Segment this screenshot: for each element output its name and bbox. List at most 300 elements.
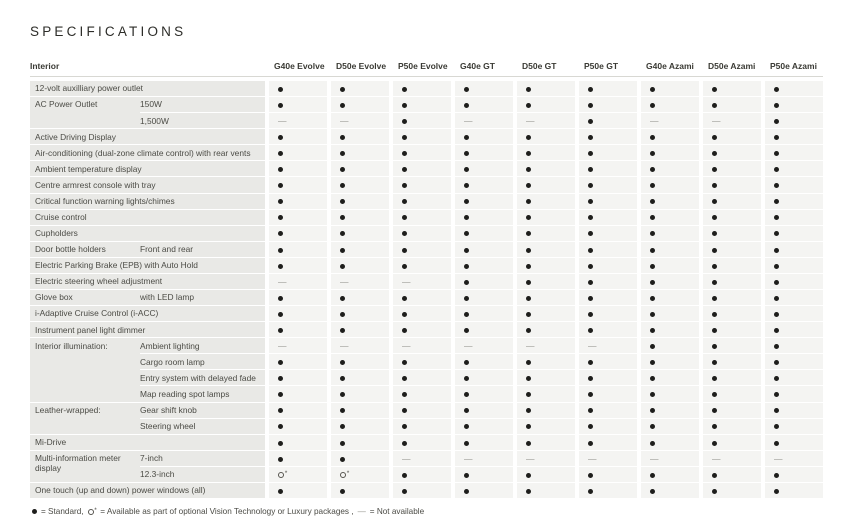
table-row [30,451,823,467]
standard-dot-icon [774,328,779,333]
spec-cell [389,403,451,419]
spec-cell [637,322,699,338]
column-header: D50e Azami [699,54,761,77]
specifications-table [30,54,823,499]
spec-cell [327,338,389,354]
spec-cell [637,258,699,274]
spec-cell [389,370,451,386]
table-row [30,242,823,258]
standard-dot-icon [650,424,655,429]
spec-cell [637,435,699,451]
standard-dot-icon [588,167,593,172]
standard-dot-icon [774,392,779,397]
spec-cell [699,451,761,467]
standard-dot-icon [712,441,717,446]
standard-dot-icon [402,151,407,156]
feature-label: 12-volt auxilliary power outlet [30,77,265,97]
spec-cell [513,145,575,161]
standard-dot-icon [774,215,779,220]
standard-dot-icon [464,376,469,381]
column-header: D50e Evolve [327,54,389,77]
standard-dot-icon [526,103,531,108]
standard-dot-icon [526,264,531,269]
standard-dot-icon [340,424,345,429]
spec-cell [389,274,451,290]
spec-cell [327,258,389,274]
feature-label: Glove box [30,290,140,306]
not-available-dash-icon: — [402,276,411,287]
spec-cell [575,210,637,226]
feature-label: i-Adaptive Cruise Control (i-ACC) [30,306,265,322]
table-row [30,274,823,290]
spec-cell [575,258,637,274]
spec-cell [327,403,389,419]
standard-dot-icon [278,87,283,92]
standard-dot-icon [402,231,407,236]
spec-cell [451,242,513,258]
standard-dot-icon [774,103,779,108]
spec-cell [513,97,575,113]
spec-cell [389,483,451,499]
standard-dot-icon [278,376,283,381]
standard-dot-icon [278,151,283,156]
standard-dot-icon [340,215,345,220]
spec-cell [699,483,761,499]
spec-cell [637,113,699,129]
spec-cell [513,338,575,354]
spec-cell [451,435,513,451]
feature-label: Cupholders [30,226,265,242]
spec-cell [513,322,575,338]
spec-cell [513,354,575,370]
spec-cell [637,194,699,210]
table-row [30,161,823,177]
spec-cell [265,451,327,467]
feature-label: Instrument panel light dimmer [30,322,265,338]
standard-dot-icon [464,264,469,269]
standard-dot-icon [278,312,283,317]
standard-dot-icon [712,424,717,429]
standard-dot-icon [278,296,283,301]
spec-cell [327,419,389,435]
not-available-dash-icon: — [650,453,659,464]
not-available-dash-icon: — [402,453,411,464]
standard-dot-icon [340,408,345,413]
standard-dot-icon [340,103,345,108]
standard-dot-icon [774,312,779,317]
feature-sublabel: with LED lamp [140,290,265,306]
spec-cell [451,419,513,435]
spec-cell [451,338,513,354]
feature-sublabel: Front and rear [140,242,265,258]
standard-dot-icon [588,264,593,269]
spec-cell [451,403,513,419]
feature-label: Critical function warning lights/chimes [30,194,265,210]
spec-cell [699,338,761,354]
column-header: P50e Azami [761,54,823,77]
not-available-dash-icon: — [464,341,473,352]
standard-dot-icon [402,87,407,92]
standard-dot-icon [402,408,407,413]
feature-sublabel: Ambient lighting [140,338,265,354]
standard-dot-icon [774,119,779,124]
table-row [30,322,823,338]
spec-cell [265,370,327,386]
spec-cell [761,322,823,338]
standard-dot-icon [464,183,469,188]
standard-dot-icon [712,248,717,253]
spec-cell [637,419,699,435]
standard-dot-icon [712,183,717,188]
spec-cell [699,354,761,370]
spec-cell [575,194,637,210]
table-row [30,354,823,370]
standard-dot-icon [526,473,531,478]
spec-cell [389,77,451,97]
spec-cell [575,419,637,435]
standard-dot-icon [588,473,593,478]
spec-cell [699,161,761,177]
spec-cell [451,290,513,306]
not-available-dash-icon: — [340,341,349,352]
spec-cell [513,161,575,177]
standard-dot-icon [526,489,531,494]
spec-cell [451,161,513,177]
standard-dot-icon [526,231,531,236]
standard-dot-icon [402,264,407,269]
spec-cell [575,129,637,145]
standard-dot-icon [278,441,283,446]
spec-cell [761,210,823,226]
standard-dot-icon [712,408,717,413]
spec-cell [699,145,761,161]
standard-dot-icon [464,360,469,365]
standard-dot-icon [402,296,407,301]
table-row [30,467,823,483]
spec-cell [513,483,575,499]
standard-dot-icon [526,392,531,397]
standard-dot-icon [278,103,283,108]
spec-cell [637,354,699,370]
not-available-dash-icon: — [712,453,721,464]
standard-dot-icon [588,199,593,204]
standard-dot-icon [650,231,655,236]
standard-dot-icon [278,215,283,220]
spec-cell [451,77,513,97]
standard-dot-icon [774,296,779,301]
standard-dot-icon [402,248,407,253]
standard-dot-icon [588,248,593,253]
not-available-dash-icon: — [278,341,287,352]
spec-cell [265,483,327,499]
feature-label: Electric Parking Brake (EPB) with Auto Hold [30,258,265,274]
spec-cell [265,242,327,258]
spec-cell [761,403,823,419]
standard-dot-icon [774,473,779,478]
optional-circle-icon: * [88,507,97,516]
standard-dot-icon [588,441,593,446]
feature-sublabel: 150W [140,97,265,113]
standard-dot-icon [340,457,345,462]
standard-dot-icon [278,248,283,253]
column-header: P50e Evolve [389,54,451,77]
spec-cell [327,113,389,129]
spec-cell [389,338,451,354]
spec-cell [327,77,389,97]
spec-cell [389,129,451,145]
standard-dot-icon [32,509,37,514]
spec-cell [513,370,575,386]
standard-dot-icon [774,408,779,413]
spec-cell [327,306,389,322]
standard-dot-icon [774,167,779,172]
spec-cell [513,258,575,274]
spec-cell [637,242,699,258]
spec-cell [389,386,451,402]
spec-cell [637,77,699,97]
standard-dot-icon [402,119,407,124]
not-available-dash-icon: — [588,341,597,352]
standard-dot-icon [774,231,779,236]
standard-dot-icon [712,392,717,397]
feature-sublabel: Entry system with delayed fade [140,370,265,386]
spec-cell [699,242,761,258]
not-available-dash-icon: — [278,276,287,287]
feature-sublabel: Cargo room lamp [140,354,265,370]
spec-cell [513,467,575,483]
spec-cell [389,306,451,322]
spec-cell [327,177,389,193]
spec-cell [513,129,575,145]
spec-cell [575,161,637,177]
column-header: G40e Evolve [265,54,327,77]
spec-cell [761,451,823,467]
standard-dot-icon [464,103,469,108]
standard-dot-icon [340,441,345,446]
spec-cell [265,467,327,483]
standard-dot-icon [526,424,531,429]
spec-cell [699,129,761,145]
standard-dot-icon [712,473,717,478]
legend-optional-text: = Available as part of optional Vision Technology or Luxury packages , [100,507,354,516]
standard-dot-icon [588,231,593,236]
standard-dot-icon [712,135,717,140]
spec-cell [327,354,389,370]
standard-dot-icon [588,312,593,317]
spec-cell [513,210,575,226]
spec-cell [513,242,575,258]
standard-dot-icon [402,328,407,333]
standard-dot-icon [402,199,407,204]
standard-dot-icon [464,199,469,204]
spec-cell [327,210,389,226]
spec-cell [761,161,823,177]
feature-label: Air-conditioning (dual-zone climate control) with rear vents [30,145,265,161]
spec-cell [761,97,823,113]
standard-dot-icon [650,392,655,397]
spec-cell [327,370,389,386]
spec-cell [761,354,823,370]
header-row [30,54,823,77]
spec-cell [265,274,327,290]
standard-dot-icon [464,280,469,285]
spec-cell [699,322,761,338]
standard-dot-icon [464,392,469,397]
spec-cell [451,129,513,145]
standard-dot-icon [526,87,531,92]
standard-dot-icon [650,135,655,140]
spec-cell [761,113,823,129]
standard-dot-icon [278,199,283,204]
standard-dot-icon [526,441,531,446]
standard-dot-icon [526,248,531,253]
standard-dot-icon [340,312,345,317]
spec-cell [637,210,699,226]
spec-cell [327,145,389,161]
spec-cell [389,467,451,483]
standard-dot-icon [712,296,717,301]
spec-cell [637,129,699,145]
standard-dot-icon [278,360,283,365]
standard-dot-icon [774,424,779,429]
feature-sublabel: 1,500W [140,113,265,129]
spec-cell [699,370,761,386]
standard-dot-icon [712,215,717,220]
standard-dot-icon [526,183,531,188]
column-header: G40e Azami [637,54,699,77]
spec-cell [389,322,451,338]
spec-cell [761,435,823,451]
standard-dot-icon [464,408,469,413]
standard-dot-icon [650,376,655,381]
standard-dot-icon [588,424,593,429]
spec-cell [761,370,823,386]
spec-cell [389,354,451,370]
standard-dot-icon [464,489,469,494]
standard-dot-icon [402,473,407,478]
spec-cell [451,177,513,193]
spec-cell [637,483,699,499]
standard-dot-icon [402,360,407,365]
standard-dot-icon [402,135,407,140]
spec-cell [451,483,513,499]
standard-dot-icon [464,167,469,172]
spec-cell [699,419,761,435]
spec-cell [575,97,637,113]
spec-cell [265,226,327,242]
standard-dot-icon [650,328,655,333]
spec-cell [389,97,451,113]
spec-cell [513,403,575,419]
standard-dot-icon [340,360,345,365]
standard-dot-icon [278,457,283,462]
standard-dot-icon [774,360,779,365]
standard-dot-icon [712,199,717,204]
standard-dot-icon [464,312,469,317]
feature-label: Cruise control [30,210,265,226]
spec-cell [265,177,327,193]
spec-cell [575,338,637,354]
spec-cell [451,194,513,210]
feature-label: Mi-Drive [30,435,265,451]
spec-cell [265,306,327,322]
standard-dot-icon [340,248,345,253]
standard-dot-icon [774,183,779,188]
spec-cell [637,290,699,306]
spec-cell [761,467,823,483]
spec-cell [699,403,761,419]
not-available-dash-icon: — [402,341,411,352]
table-row [30,113,823,129]
optional-circle-icon: * [278,469,287,480]
feature-sublabel: 12.3-inch [140,467,265,483]
spec-cell [389,226,451,242]
standard-dot-icon [588,392,593,397]
spec-cell [761,274,823,290]
not-available-dash-icon: — [464,115,473,126]
standard-dot-icon [526,215,531,220]
standard-dot-icon [340,376,345,381]
spec-cell [575,386,637,402]
spec-cell [761,177,823,193]
standard-dot-icon [402,215,407,220]
spec-cell [327,274,389,290]
spec-cell [761,290,823,306]
spec-cell [451,306,513,322]
standard-dot-icon [278,424,283,429]
standard-dot-icon [464,135,469,140]
standard-dot-icon [650,441,655,446]
spec-cell [699,467,761,483]
standard-dot-icon [712,489,717,494]
not-available-dash-icon: — [774,453,783,464]
not-available-dash-icon: — [526,115,535,126]
standard-dot-icon [588,489,593,494]
standard-dot-icon [712,264,717,269]
standard-dot-icon [588,135,593,140]
spec-cell [637,177,699,193]
spec-cell [637,145,699,161]
spec-cell [699,210,761,226]
spec-cell [265,194,327,210]
spec-cell [513,451,575,467]
table-row [30,435,823,451]
standard-dot-icon [712,87,717,92]
spec-cell [575,290,637,306]
spec-cell [513,194,575,210]
spec-cell [761,419,823,435]
spec-cell [575,177,637,193]
standard-dot-icon [340,264,345,269]
not-available-dash-icon: — [526,341,535,352]
spec-cell [265,386,327,402]
spec-cell [451,354,513,370]
spec-cell [327,467,389,483]
feature-label: Electric steering wheel adjustment [30,274,265,290]
spec-cell [327,129,389,145]
standard-dot-icon [650,103,655,108]
standard-dot-icon [526,296,531,301]
standard-dot-icon [588,360,593,365]
standard-dot-icon [402,392,407,397]
spec-cell [451,258,513,274]
spec-cell [451,274,513,290]
spec-cell [637,370,699,386]
spec-cell [637,403,699,419]
feature-label: Multi-information meter display [30,451,140,483]
spec-cell [389,258,451,274]
spec-cell [265,419,327,435]
